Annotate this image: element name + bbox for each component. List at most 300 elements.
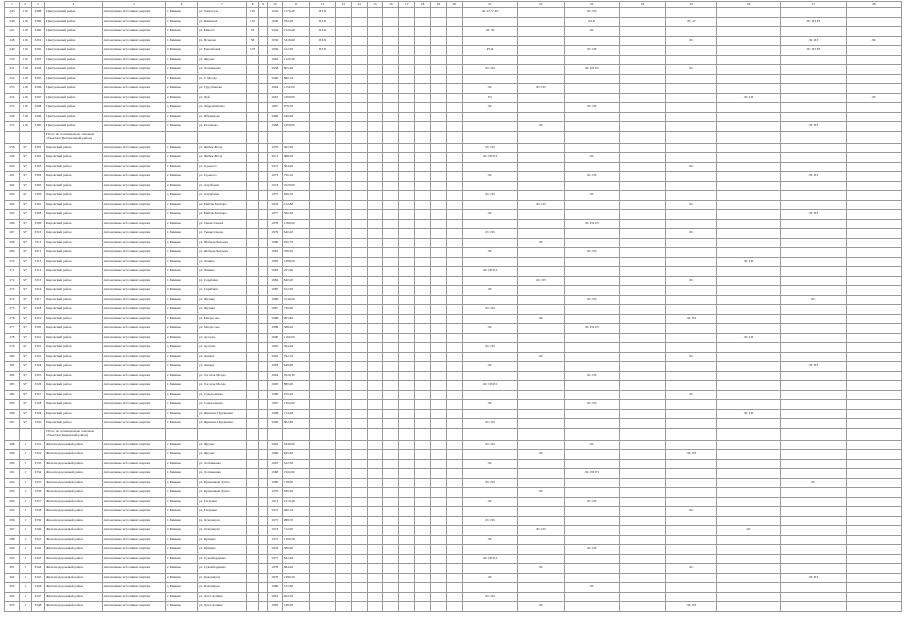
table-cell: [310, 162, 335, 172]
table-cell: [846, 583, 901, 593]
table-cell: [717, 535, 781, 545]
table-cell: [335, 554, 351, 564]
table-row: [5, 153, 902, 163]
table-cell: [619, 143, 666, 153]
table-cell: 3326: [31, 381, 45, 391]
table-cell: 97: [19, 409, 31, 419]
table-cell: [310, 440, 335, 450]
table-cell: [351, 535, 367, 545]
table-cell: [310, 324, 335, 334]
table-cell: 1979: [267, 573, 282, 583]
table-cell: [310, 74, 335, 84]
table-cell: [310, 564, 335, 574]
table-cell: [846, 381, 901, 391]
table-cell: [846, 162, 901, 172]
table-cell: [383, 564, 399, 574]
table-cell: [780, 516, 846, 526]
table-row: [5, 400, 902, 410]
table-cell: [846, 428, 901, 440]
table-cell: [666, 172, 717, 182]
table-cell: [717, 554, 781, 564]
table-cell: [259, 305, 267, 315]
table-cell: [351, 103, 367, 113]
table-cell: [383, 343, 399, 353]
table-cell: [717, 210, 781, 220]
table-cell: [780, 219, 846, 229]
table-cell: ул. Тыныстанова: [197, 229, 246, 239]
table-cell: г. Бишкек: [166, 333, 198, 343]
table-cell: [383, 181, 399, 191]
table-cell: [246, 459, 259, 469]
table-cell: ЛС ПЗ: [666, 602, 717, 612]
table-cell: [335, 459, 351, 469]
table-cell: [259, 592, 267, 602]
table-cell: ПЗ-Б: [310, 27, 335, 37]
table-cell: 3308: [31, 210, 45, 220]
table-cell: [564, 36, 619, 46]
table-cell: [367, 122, 383, 132]
table-cell: г. Бишкек: [166, 371, 198, 381]
table-cell: [717, 390, 781, 400]
table-cell: [415, 46, 431, 56]
table-cell: [383, 65, 399, 75]
table-cell: Автономные источники энергии: [102, 93, 166, 103]
table-cell: ЛС ПЗ: [462, 229, 517, 239]
table-cell: [310, 419, 335, 429]
table-cell: [259, 131, 267, 143]
table-cell: [517, 172, 564, 182]
table-cell: [399, 200, 415, 210]
table-row: [5, 478, 902, 488]
table-cell: [846, 172, 901, 182]
table-cell: ул. Садыгалиева: [197, 400, 246, 410]
table-cell: [310, 535, 335, 545]
table-cell: [446, 545, 462, 555]
table-cell: Автономные источники энергии: [102, 55, 166, 65]
table-cell: [335, 488, 351, 498]
column-header: 17: [399, 2, 415, 8]
table-cell: [619, 428, 666, 440]
table-cell: [446, 583, 462, 593]
table-cell: [564, 554, 619, 564]
table-cell: [246, 153, 259, 163]
table-cell: [846, 507, 901, 517]
table-cell: 116: [19, 84, 31, 94]
table-cell: [564, 488, 619, 498]
table-cell: [446, 74, 462, 84]
table-cell: ул. Байтик Баатыра: [197, 200, 246, 210]
table-cell: [666, 248, 717, 258]
table-cell: 103: [246, 46, 259, 56]
table-cell: 1972: [267, 162, 282, 172]
table-cell: [462, 507, 517, 517]
table-cell: [246, 172, 259, 182]
table-cell: [367, 343, 383, 353]
table-cell: [717, 112, 781, 122]
table-cell: [335, 343, 351, 353]
table-cell: [619, 535, 666, 545]
table-cell: Автономные источники энергии: [102, 478, 166, 488]
table-cell: 1: [19, 478, 31, 488]
table-cell: 1985: [267, 286, 282, 296]
table-cell: Кировский район: [45, 352, 102, 362]
table-cell: [462, 17, 517, 27]
table-cell: [197, 131, 246, 143]
table-cell: [335, 46, 351, 56]
table-cell: [846, 554, 901, 564]
table-cell: [335, 478, 351, 488]
table-cell: [246, 352, 259, 362]
table-cell: 3305: [31, 181, 45, 191]
table-cell: 612,30: [282, 459, 310, 469]
table-cell: [383, 305, 399, 315]
table-cell: [383, 219, 399, 229]
table-cell: [399, 36, 415, 46]
table-cell: [462, 36, 517, 46]
table-cell: [259, 181, 267, 191]
table-cell: [399, 162, 415, 172]
table-cell: [351, 459, 367, 469]
table-cell: ЛС: [564, 191, 619, 201]
table-cell: г. Бишкек: [166, 602, 198, 612]
table-cell: [383, 469, 399, 479]
table-cell: [351, 488, 367, 498]
table-cell: Кировский район: [45, 257, 102, 267]
table-cell: [310, 267, 335, 277]
table-cell: [619, 419, 666, 429]
table-cell: Железнодорожный район: [45, 535, 102, 545]
table-cell: [846, 545, 901, 555]
table-cell: [399, 65, 415, 75]
table-cell: [564, 229, 619, 239]
table-cell: [351, 27, 367, 37]
table-cell: ЛС ПЗ: [462, 419, 517, 429]
table-cell: [383, 516, 399, 526]
table-cell: [666, 362, 717, 372]
table-cell: ЛС: [517, 602, 564, 612]
table-cell: [259, 122, 267, 132]
table-cell: ЛС ПЗ: [462, 343, 517, 353]
table-cell: [780, 191, 846, 201]
column-header: 22: [517, 2, 564, 8]
table-cell: 97: [19, 257, 31, 267]
column-header: 28: [846, 2, 901, 8]
table-cell: [446, 516, 462, 526]
table-cell: ул. Скрябина: [197, 286, 246, 296]
table-cell: 648,60: [282, 362, 310, 372]
table-cell: [517, 573, 564, 583]
table-cell: [335, 17, 351, 27]
table-cell: [446, 554, 462, 564]
table-cell: [446, 428, 462, 440]
table-cell: [399, 390, 415, 400]
table-cell: г. Бишкек: [166, 324, 198, 334]
table-cell: 664,00: [282, 564, 310, 574]
table-cell: 1984: [267, 276, 282, 286]
table-cell: [517, 143, 564, 153]
section-label: Итого по потенциально опасным объектам (Центральный район): [45, 131, 102, 143]
table-cell: г. Бишкек: [166, 65, 198, 75]
table-cell: [846, 103, 901, 113]
table-cell: Кировский район: [45, 295, 102, 305]
table-cell: [246, 488, 259, 498]
table-cell: Автономные источники энергии: [102, 371, 166, 381]
table-cell: ЛС ПЗ: [564, 371, 619, 381]
table-cell: [310, 248, 335, 258]
table-cell: [846, 526, 901, 536]
table-cell: [415, 526, 431, 536]
table-cell: [431, 469, 447, 479]
table-cell: [846, 200, 901, 210]
table-cell: [351, 181, 367, 191]
table-cell: [517, 112, 564, 122]
table-cell: ул. Токтогула: [197, 8, 246, 18]
table-cell: [335, 507, 351, 517]
table-cell: [462, 74, 517, 84]
table-cell: [666, 409, 717, 419]
table-cell: [446, 592, 462, 602]
table-cell: ЛС ПЗ РЗ: [564, 219, 619, 229]
table-cell: 116: [19, 122, 31, 132]
table-cell: [517, 55, 564, 65]
table-cell: [246, 248, 259, 258]
table-cell: [415, 478, 431, 488]
table-cell: [335, 295, 351, 305]
table-cell: г. Бишкек: [166, 488, 198, 498]
table-cell: 708,20: [282, 248, 310, 258]
table-cell: [846, 131, 901, 143]
table-cell: [415, 103, 431, 113]
table-cell: 1999: [267, 419, 282, 429]
table-cell: [351, 343, 367, 353]
table-cell: [517, 343, 564, 353]
table-cell: [415, 122, 431, 132]
table-cell: 750,10: [282, 172, 310, 182]
table-cell: [415, 592, 431, 602]
table-cell: [415, 343, 431, 353]
table-row: [5, 46, 902, 56]
table-cell: [383, 333, 399, 343]
table-cell: [259, 276, 267, 286]
table-cell: [351, 314, 367, 324]
table-cell: [517, 362, 564, 372]
table-cell: [335, 516, 351, 526]
table-cell: [415, 8, 431, 18]
table-cell: [846, 352, 901, 362]
table-cell: [335, 55, 351, 65]
table-cell: [246, 181, 259, 191]
table-cell: [310, 381, 335, 391]
table-cell: [351, 573, 367, 583]
table-cell: [564, 181, 619, 191]
table-cell: [619, 400, 666, 410]
table-cell: 116: [19, 36, 31, 46]
table-cell: ул. Шабдан Баатыра: [197, 238, 246, 248]
table-cell: [335, 400, 351, 410]
table-cell: 1: [19, 516, 31, 526]
table-cell: ЛС ПЗ: [462, 305, 517, 315]
table-cell: г. Бишкек: [166, 497, 198, 507]
table-cell: [619, 381, 666, 391]
table-cell: [619, 371, 666, 381]
table-cell: 292: [5, 478, 20, 488]
table-cell: [666, 46, 717, 56]
table-cell: [846, 84, 901, 94]
table-cell: 712,00: [282, 526, 310, 536]
table-cell: [259, 554, 267, 564]
table-cell: ул. Жибек Жолу: [197, 143, 246, 153]
table-cell: [431, 181, 447, 191]
table-cell: [717, 371, 781, 381]
section-label: Итого по потенциально опасным объектам (Кировский район): [45, 428, 102, 440]
table-cell: [780, 400, 846, 410]
table-cell: [351, 545, 367, 555]
table-cell: [717, 478, 781, 488]
table-cell: [846, 210, 901, 220]
table-cell: [351, 17, 367, 27]
table-cell: [846, 592, 901, 602]
table-cell: [780, 352, 846, 362]
table-cell: [462, 131, 517, 143]
table-cell: [399, 440, 415, 450]
table-cell: ЛС: [517, 238, 564, 248]
table-cell: [431, 267, 447, 277]
table-cell: [446, 488, 462, 498]
table-cell: [383, 428, 399, 440]
table-cell: [399, 371, 415, 381]
table-cell: [666, 55, 717, 65]
table-cell: [351, 93, 367, 103]
table-cell: [564, 573, 619, 583]
table-cell: [351, 229, 367, 239]
table-cell: [335, 143, 351, 153]
table-cell: ул. Гагарина: [197, 507, 246, 517]
table-cell: [246, 371, 259, 381]
column-header: 19: [431, 2, 447, 8]
table-cell: Кировский район: [45, 181, 102, 191]
table-cell: [383, 390, 399, 400]
table-cell: Железнодорожный район: [45, 488, 102, 498]
table-cell: Автономные источники энергии: [102, 450, 166, 460]
table-cell: [780, 390, 846, 400]
table-cell: [399, 409, 415, 419]
table-cell: [717, 381, 781, 391]
table-cell: ул. Фрунзе: [197, 440, 246, 450]
table-cell: ЛС: [717, 526, 781, 536]
column-header: 27: [780, 2, 846, 8]
table-cell: [383, 229, 399, 239]
table-cell: 289: [5, 450, 20, 460]
table-cell: г. Бишкек: [166, 352, 198, 362]
table-cell: [5, 131, 20, 143]
table-cell: [259, 478, 267, 488]
table-cell: ул. Байтик Баатыра: [197, 210, 246, 220]
table-cell: [310, 295, 335, 305]
table-cell: [399, 219, 415, 229]
table-cell: [564, 55, 619, 65]
table-cell: [619, 46, 666, 56]
table-cell: 97: [19, 352, 31, 362]
table-cell: 1302,00: [282, 400, 310, 410]
table-cell: Кировский район: [45, 276, 102, 286]
table-cell: ЛС ПЗ РЗ: [564, 324, 619, 334]
table-cell: [367, 362, 383, 372]
table-cell: 116: [19, 27, 31, 37]
table-cell: [517, 181, 564, 191]
table-cell: Железнодорожный район: [45, 497, 102, 507]
table-cell: [717, 469, 781, 479]
table-cell: Кировский район: [45, 371, 102, 381]
table-cell: [780, 602, 846, 612]
table-cell: 1961: [267, 93, 282, 103]
table-cell: [310, 219, 335, 229]
table-cell: [383, 507, 399, 517]
table-row: [5, 286, 902, 296]
table-cell: [780, 162, 846, 172]
table-cell: [246, 200, 259, 210]
table-cell: [335, 229, 351, 239]
table-cell: [780, 409, 846, 419]
table-cell: [399, 478, 415, 488]
table-cell: [666, 84, 717, 94]
table-cell: [846, 8, 901, 18]
section-total-row: [5, 131, 902, 143]
table-cell: [367, 55, 383, 65]
table-cell: [517, 381, 564, 391]
table-cell: [564, 143, 619, 153]
table-cell: [399, 352, 415, 362]
table-cell: [846, 74, 901, 84]
table-cell: 1: [19, 497, 31, 507]
table-cell: Автономные источники энергии: [102, 400, 166, 410]
table-cell: [780, 65, 846, 75]
table-cell: 257: [5, 122, 20, 132]
table-cell: [846, 564, 901, 574]
table-cell: [717, 131, 781, 143]
table-cell: [846, 602, 901, 612]
table-cell: ЛС ПЗ: [564, 248, 619, 258]
table-cell: [351, 526, 367, 536]
table-cell: [517, 153, 564, 163]
table-cell: [619, 122, 666, 132]
column-header: 13: [335, 2, 351, 8]
table-cell: [259, 450, 267, 460]
table-cell: [399, 276, 415, 286]
table-cell: [246, 112, 259, 122]
table-cell: [383, 162, 399, 172]
table-cell: [399, 55, 415, 65]
table-cell: Автономные источники энергии: [102, 46, 166, 56]
table-cell: [383, 46, 399, 56]
table-cell: [367, 428, 383, 440]
table-cell: Железнодорожный район: [45, 573, 102, 583]
table-cell: Кировский район: [45, 219, 102, 229]
table-cell: [335, 210, 351, 220]
table-cell: [666, 400, 717, 410]
table-cell: 1960: [267, 74, 282, 84]
table-cell: [259, 267, 267, 277]
table-cell: [246, 362, 259, 372]
table-cell: [351, 36, 367, 46]
column-header: 12: [310, 2, 335, 8]
table-cell: [335, 450, 351, 460]
table-cell: [446, 362, 462, 372]
table-cell: [666, 428, 717, 440]
table-cell: [246, 74, 259, 84]
table-cell: [780, 238, 846, 248]
table-cell: 116: [19, 8, 31, 18]
table-cell: г. Бишкек: [166, 200, 198, 210]
